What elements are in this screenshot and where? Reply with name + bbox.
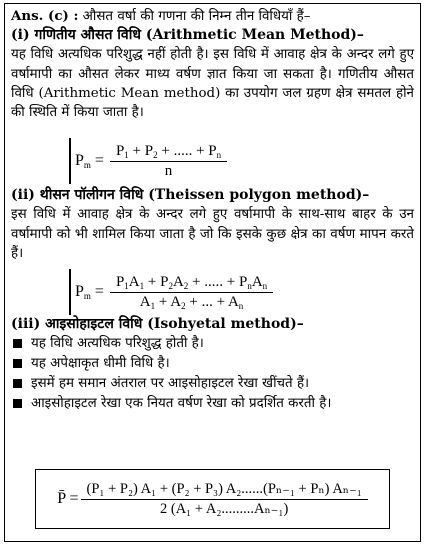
section-3-heading-hindi: (iii) आइसोहाइटल विधि — [11, 316, 143, 333]
section-1-heading — [11, 26, 414, 45]
section-3-heading-english: (Isohyetal method)– — [147, 316, 304, 333]
formula-1-lhs: $P_m$ = — [75, 152, 104, 171]
list-item: यह अपेक्षाकृत धीमी विधि है। — [11, 354, 414, 374]
section-2-paragraph: इस विधि में आवाह क्षेत्र के अन्दर लगे हुए वर्षामापी के साथ-साथ बाहर के उन वर्षामापी को भी शामिल किया जाता है जो कि इसके कुछ क्षेत्र का वर्षण मापन करते हैं। — [11, 207, 414, 261]
formula-3-numerator: (P₁ + P₂) A₁ + (P₂ + P₃) A₂......(Pₙ₋₁ + Pₙ) Aₙ₋₁ — [81, 481, 368, 500]
section-3-heading — [11, 315, 414, 334]
list-item: आइसोहाइटल रेखा एक नियत वर्षण रेखा को प्रदर्शित करती है। — [11, 394, 414, 414]
section-2-heading — [11, 186, 414, 205]
formula-isohyetal-box — [35, 469, 390, 529]
formula-2-fraction — [110, 274, 273, 311]
section-2-heading-english: (Theissen polygon method)– — [148, 187, 370, 204]
section-1-heading-hindi: (i) गणितीय औसत विधि — [11, 27, 141, 44]
answer-intro — [11, 7, 414, 26]
formula-theissen-polygon — [69, 269, 273, 315]
section-1-paragraph: यह विधि अत्यधिक परिशुद्ध नहीं होती है। इस विधि में आवाह क्षेत्र के अन्दर लगे हुए वर्षामापी का औसत लेकर माध्य वर्षण ज्ञात किया जा सकता है। गणितीय औसत विधि (Arithmetic Mean method) का उपयोग जल ग्रहण क्षेत्र समतल होने की स्थिति में किया जाता है। — [11, 47, 414, 121]
square-bullet-icon — [13, 399, 22, 408]
formula-3-fraction — [81, 481, 368, 518]
formula-1-numerator: $P_1 + P_2$ + ..... + $P_n$ — [110, 143, 227, 162]
list-item: यह विधि अत्यधिक परिशुद्ध होती है। — [11, 334, 414, 354]
answer-card — [4, 3, 421, 542]
answer-intro-text: औसत वर्षा की गणना की निम्न तीन विधियाँ हैं– — [78, 9, 311, 24]
isohyetal-bullet-list — [11, 334, 414, 414]
formula-1-fraction — [110, 143, 227, 180]
square-bullet-icon — [13, 359, 22, 368]
formula-2-denominator: $A_1 + A_2$ + ... + $A_n$ — [139, 293, 244, 311]
section-1-heading-english: (Arithmetic Mean Method)– — [145, 27, 364, 44]
section-2-heading-hindi: (ii) थीसन पॉलीगन विधि — [11, 187, 144, 204]
list-item: इसमें हम समान अंतराल पर आइसोहाइटल रेखा खींचते हैं। — [11, 374, 414, 394]
formula-left-bar — [69, 269, 71, 315]
formula-left-bar — [69, 138, 71, 184]
square-bullet-icon — [13, 379, 22, 388]
formula-arithmetic-mean — [69, 138, 227, 184]
formula-2-numerator: $P_1A_1 + P_2A_2$ + ..... + $P_nA_n$ — [110, 274, 273, 293]
answer-label: Ans. (c) : — [11, 8, 79, 24]
formula-3-lhs: P̄ = — [57, 490, 79, 507]
formula-3-denominator: 2 (A₁ + A₂.........Aₙ₋₁) — [160, 500, 289, 517]
formula-2-lhs: $P_m$ = — [75, 283, 104, 302]
formula-1-denominator: n — [164, 162, 173, 179]
square-bullet-icon — [13, 339, 22, 348]
